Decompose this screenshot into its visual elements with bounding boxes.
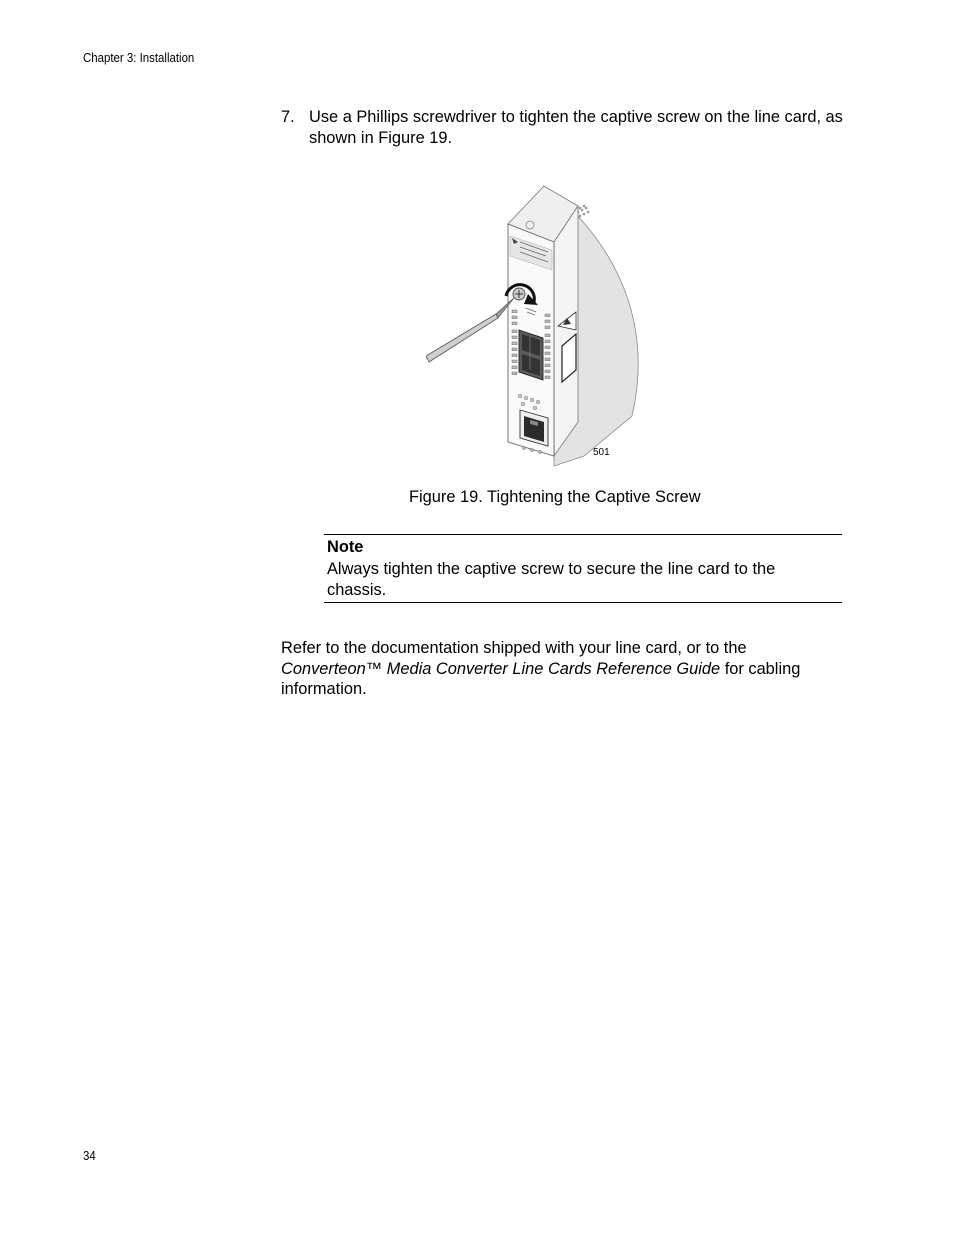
reference-suffix: for cabling information. xyxy=(281,659,801,699)
step-text: Use a Phillips screwdriver to tighten the captive screw on the line card, as shown in Figure 19. xyxy=(309,108,843,147)
reference-prefix: Refer to the documentation shipped with your line card, or to the xyxy=(281,639,747,657)
figure-caption: Figure 19. Tightening the Captive Screw xyxy=(409,488,701,506)
step-number: 7. xyxy=(281,108,295,126)
instruction-step-7 xyxy=(281,107,851,149)
running-header: Chapter 3: Installation xyxy=(83,50,195,65)
reference-guide-title: Converteon™ Media Converter Line Cards Reference Guide xyxy=(281,659,721,678)
reference-paragraph xyxy=(281,638,841,700)
line-card-illustration xyxy=(426,184,652,468)
note-body: Always tighten the captive screw to secure the line card to the chassis. xyxy=(327,560,776,599)
page-number: 34 xyxy=(83,1148,96,1163)
figure-id: 501 xyxy=(593,447,610,458)
note-title: Note xyxy=(327,538,364,556)
note-box xyxy=(324,534,842,603)
